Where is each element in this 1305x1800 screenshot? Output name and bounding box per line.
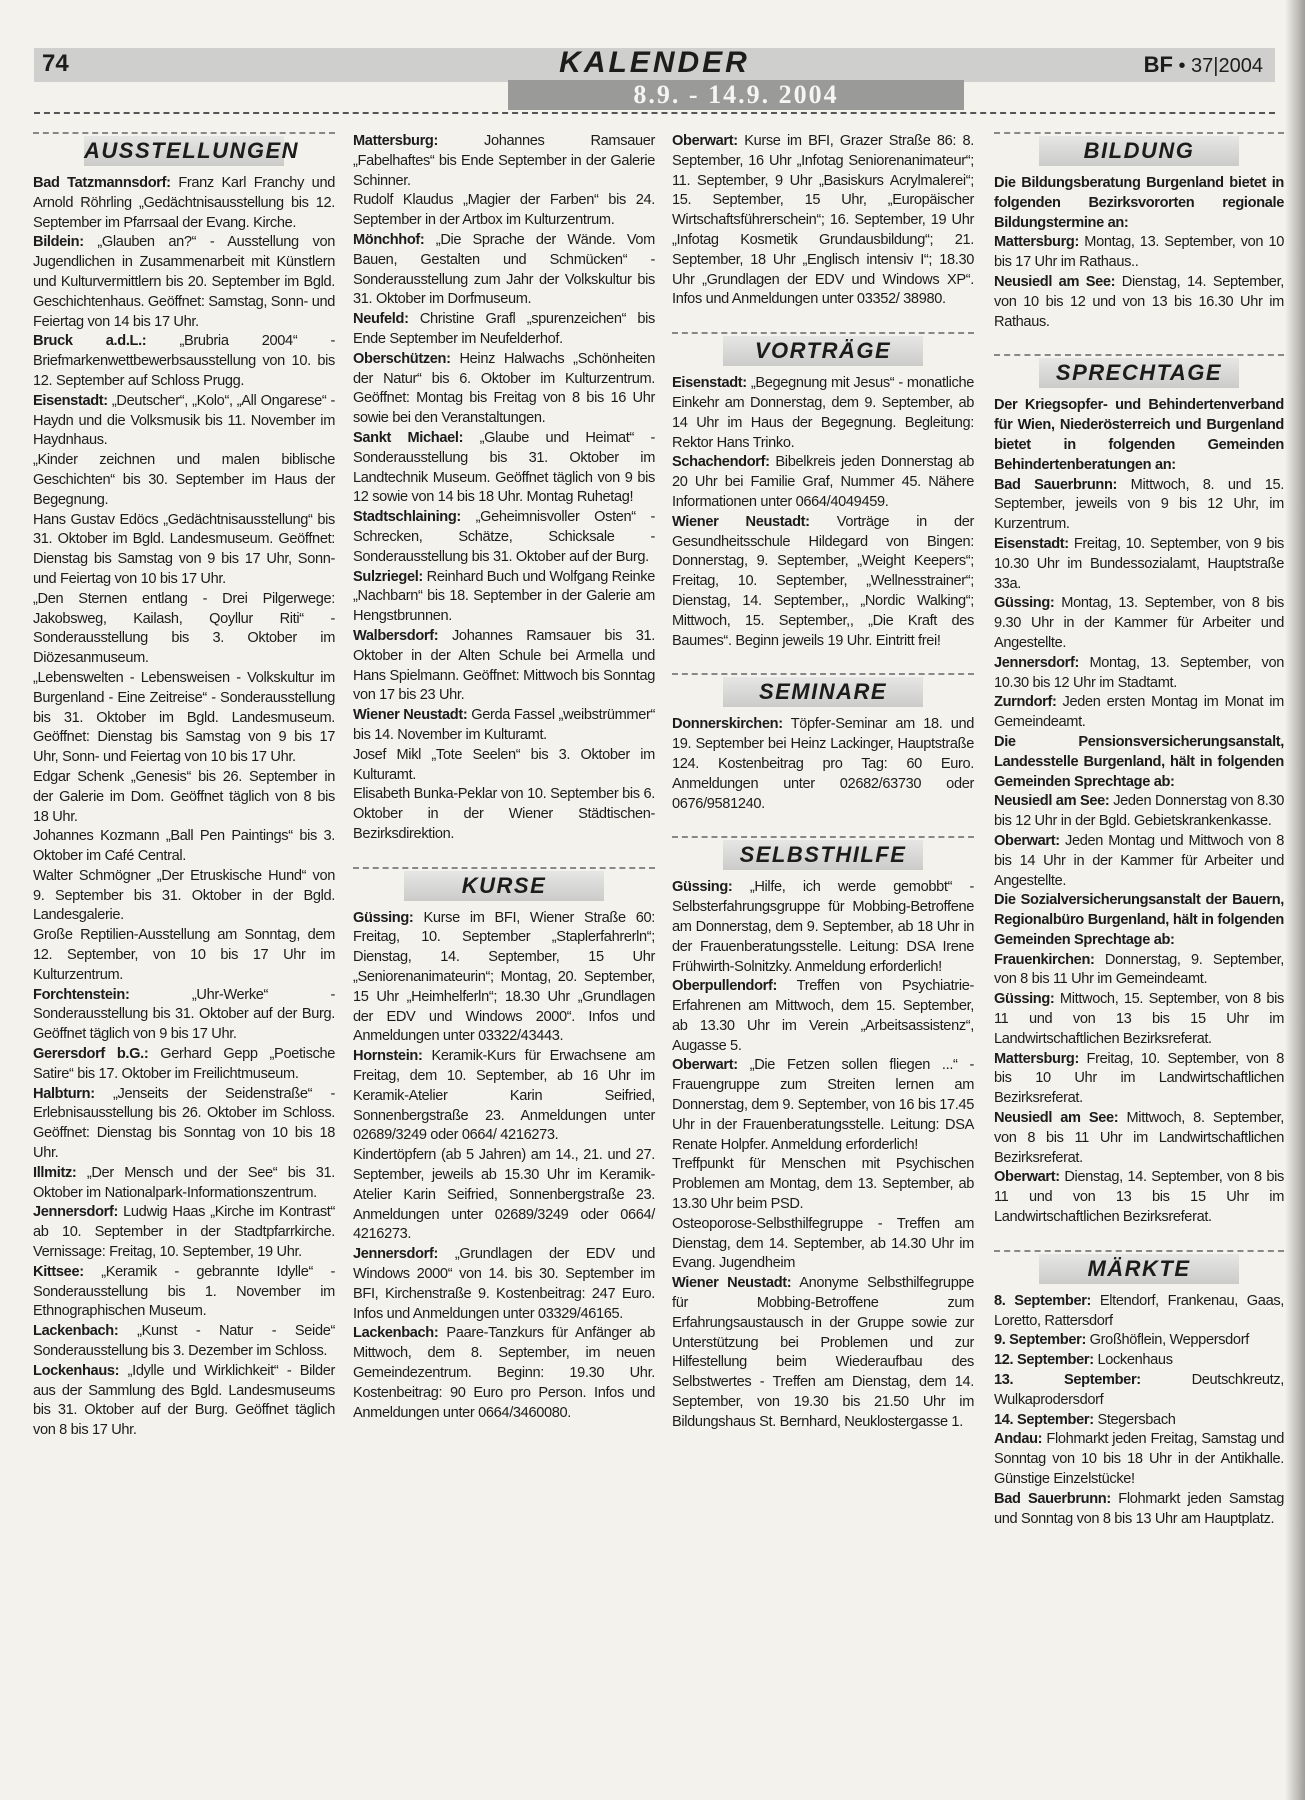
section-intro: Die Pensionsversicherungsanstalt, Landesstelle Burgenland, hält in folgenden Gemeinden Sprechtage ab: [994,733,1284,790]
entry-text: Ludwig Haas „Kirche im Kontrast“ ab 10. September in der Stadtpfarrkirche. Vernissage: Freitag, 10. September, 19 Uhr. [33,1204,335,1261]
section-intro: Die Sozialversicherungsanstalt der Bauern, Regionalbüro Burgenland, hält in folgenden Gemeinden Sprechtage ab: [994,892,1284,948]
column-3 [672,132,974,1433]
entry-text: „Glaube und Heimat“ - Sonderausstellung bis 31. Oktober im Landtechnik Museum. Geöffnet täglich von 9 bis 12 sowie von 14 bis 18 Uhr. Montag Ruhetag! [353,429,656,506]
entry-text: „Jenseits der Seidenstraße“ - Erlebnisausstellung bis 26. Oktober im Schloss. Geöffnet: Dienstag bis Sonntag von 10 bis 18 Uhr. [33,1085,335,1162]
entry-text: Flohmarkt jeden Freitag, Samstag und Sonntag von 10 bis 18 Uhr in der Antikhalle. Günstige Einzelstücke! [994,1431,1284,1488]
entry-list [994,951,1284,1228]
entry-location: Neusiedl am See: [994,793,1110,810]
calendar-entry [353,429,655,508]
calendar-entry [994,951,1284,991]
entry-location: Jennersdorf: [994,654,1080,671]
calendar-entry [672,453,974,512]
calendar-entry [33,1322,335,1362]
entry-location: Oberwart: [994,832,1060,849]
entry-text: Hans Gustav Edöcs „Gedächtnisausstellung“ bis 31. Oktober im Bgld. Landesmuseum. Geöffnet: Dienstag bis Samstag von 9 bis 17 Uhr, Sonn- und Feiertag von 10 bis 17 Uhr. [33,511,335,587]
entry-text: „Der Mensch und der See“ bis 31. Oktober im Nationalpark-Informationszentrum. [33,1164,335,1201]
calendar-entry [353,568,655,627]
entry-text: Walter Schmögner „Der Etruskische Hund“ von 9. September bis 31. Oktober in der Bgld. Landesgalerie. [33,867,335,924]
section-heading [33,132,335,170]
calendar-entry [33,986,335,1045]
entry-text: Osteoporose-Selbsthilfegruppe - Treffen am Dienstag, dem 14. September, ab 14.30 Uhr im Evang. Jugendheim [672,1215,974,1272]
entry-location: Kittsee: [33,1263,84,1280]
entry-list [994,792,1284,891]
page-number: 74 [42,50,69,77]
entry-text: Eltendorf, Frankenau, Gaas, Loretto, Rattersdorf [994,1292,1284,1329]
entry-text: Bibelkreis jeden Donnerstag ab 20 Uhr bei Familie Graf, Nummer 45. Nähere Informationen unter 0664/4049459. [672,454,974,510]
calendar-entry [672,513,974,652]
calendar-entry [33,827,335,867]
calendar-entry [672,1056,974,1155]
entry-list [353,132,655,845]
entry-text: Deutschkreutz, Wulkaprodersdorf [994,1372,1284,1408]
section-title-ausstellungen: AUSSTELLUNGEN [84,136,284,166]
entry-text: „Den Sternen entlang - Drei Pilgerwege: Jakobsweg, Kailash, Qoyllur Riti“ - Sonderausstellung bis 3. Oktober im Diözesanmuseum. [33,590,335,667]
entry-location: Wiener Neustadt: [672,1275,792,1292]
page-title: KALENDER [559,46,750,79]
entry-location: Zurndorf: [994,694,1057,711]
entry-text: Jeden Donnerstag von 8.30 bis 12 Uhr in der Bgld. Gebietskrankenkasse. [994,793,1284,830]
entry-location: Wiener Neustadt: [353,707,468,724]
calendar-entry [353,191,655,231]
calendar-entry [33,926,335,985]
entry-location: Oberschützen: [353,350,451,367]
entry-location: Sankt Michael: [353,429,464,446]
calendar-entry [33,768,335,827]
calendar-entry [33,451,335,510]
calendar-entry [353,785,655,844]
entry-text: „Kinder zeichnen und malen biblische Geschichten“ bis 30. September im Haus der Begegnung. [33,452,335,508]
entry-location: Neufeld: [353,311,409,328]
section-title-selbsthilfe: SELBSTHILFE [723,840,923,870]
entry-location: Mattersburg: [994,1050,1079,1067]
entry-list [994,1292,1284,1530]
entry-text: Kindertöpfern (ab 5 Jahren) am 14., 21. und 27. September, jeweils ab 15.30 Uhr im Keramik-Atelier Karin Seifried, Sonnenbergstraße 23. Anmeldungen unter 02689/3249 oder 0664/ 4216273. [353,1147,655,1243]
entry-location: Donnerskirchen: [672,716,783,733]
calendar-entry [994,1109,1284,1168]
calendar-entry [353,132,655,191]
entry-text: Johannes Ramsauer bis 31. Oktober in der Alten Schule bei Armella und Hans Spielmann. Geöffnet: Mittwoch bis Sonntag von 17 bis 23 Uhr. [353,627,655,704]
calendar-entry [33,590,335,669]
entry-location: Halbturn: [33,1085,95,1102]
calendar-entry [353,706,655,746]
entry-location: Wiener Neustadt: [672,513,810,530]
entry-text: „Die Sprache der Wände. Vom Bauen, Gestalten und Schmücken“ - Sonderausstellung zum Jahr der Volkskultur bis 31. Oktober im Dorfmuseum. [353,231,655,308]
calendar-entry [994,1292,1284,1332]
entry-location: Mönchhof: [353,231,425,248]
calendar-entry [33,867,335,926]
entry-list [994,476,1284,733]
entry-list [672,878,974,1432]
entry-text: „Geheimnisvoller Osten“ - Schrecken, Schätze, Schicksale - Sonderausstellung bis 31. Oktober auf der Burg. [353,509,655,565]
calendar-entry [33,392,335,451]
entry-text: „Uhr-Werke“ - Sonderausstellung bis 31. Oktober auf der Burg. Geöffnet täglich von 9 bis 17 Uhr. [33,986,335,1043]
entry-text: Große Reptilien-Ausstellung am Sonntag, dem 12. September, von 10 bis 17 Uhr im Kulturzentrum. [33,927,335,983]
entry-location: Walbersdorf: [353,627,439,644]
entry-text: „Idylle und Wirklichkeit“ - Bilder aus der Sammlung des Bgld. Landesmuseums bis 31. Oktober auf der Burg. Geöffnet täglich von 8 bis 17 Uhr. [33,1362,335,1439]
entry-location: 12. September: [994,1352,1094,1369]
calendar-entry [994,273,1284,332]
calendar-entry [672,132,974,310]
entry-text: Töpfer-Seminar am 18. und 19. September bei Heinz Lackinger, Hauptstraße 124. Kostenbeitrag pro Tag: 60 Euro. Anmeldungen unter 02682/63730 oder 0676/9581240. [672,716,974,812]
calendar-entry [33,1263,335,1322]
section-title-vortraege: VORTRÄGE [723,336,923,366]
entry-location: Eisenstadt: [672,375,747,392]
entry-list [994,233,1284,332]
calendar-entry [672,878,974,977]
entry-location: Eisenstadt: [33,392,108,409]
entry-text: Johannes Ramsauer „Fabelhaftes“ bis Ende September in der Galerie Schinner. [353,133,655,189]
entry-text: „Begegnung mit Jesus“ - monatliche Einkehr am Donnerstag, dem 9. September, ab 14 Uhr im Haus der Begegnung. Begleitung: Rektor Hans Trinko. [672,375,974,451]
calendar-entry [33,1164,335,1204]
entry-text: Dienstag, 14. September, von 10 bis 12 und von 13 bis 16.30 Uhr im Rathaus. [994,273,1284,330]
entry-text: Heinz Halwachs „Schönheiten der Natur“ bis 6. Oktober im Kulturzentrum. Geöffnet: Montag bis Freitag von 8 bis 16 Uhr sowie bei den Veranstaltungen. [353,350,655,427]
entry-location: Schachendorf: [672,454,770,471]
entry-text: Montag, 13. September, von 10 bis 17 Uhr im Rathaus.. [994,234,1284,271]
entry-text: „Lebenswelten - Lebensweisen - Volkskultur im Burgenland - Eine Zeitreise“ - Sonderausstellung bis 31. Oktober im Bgld. Landesmuseum. Geöffnet: Dienstag bis Samstag von 9 bis 17 Uhr, Sonn- und Feiertag von 10 bis 17 Uhr. [33,669,335,766]
entry-location: 9. September: [994,1332,1086,1349]
entry-location: Oberwart: [994,1169,1060,1186]
page-fold-shadow [1285,0,1305,1800]
entry-text: Anonyme Selbsthilfegruppe für Mobbing-Betroffene zum Erfahrungsaustausch in der Gruppe sowie zur Unterstützung bei Problemen und zur Hilfestellung beim Wiederaufbau des Selbstwertes - Treffen am Dienstag, dem 14. September, von 19.30 bis 21.50 Uhr im Bildungshaus St. Bernhard, Neuklostergasse 1. [672,1275,974,1430]
calendar-entry [994,1168,1284,1227]
calendar-entry [353,1324,655,1423]
entry-list [672,132,974,310]
entry-text: Freitag, 10. September, von 8 bis 10 Uhr im Landwirtschaftlichen Bezirksreferat. [994,1050,1284,1107]
entry-text: Kurse im BFI, Wiener Straße 60: Freitag, 10. September „Staplerfahrerln“; Dienstag, 14. September, 15 Uhr „Seniorenanimateurin“; Montag, 20. September, 15 Uhr „Heimhelferln“; 18.30 Uhr „Grundlagen der EDV und Windows 2000“. Infos und Anmeldungen unter 03322/43443. [353,909,655,1045]
section-title-seminare: SEMINARE [723,677,923,707]
entry-text: Reinhard Buch und Wolfgang Reinke „Nachbarn“ bis 18. September in der Galerie am Hengstbrunnen. [353,568,655,625]
section-title-sprechtage: SPRECHTAGE [1039,358,1239,388]
issue-label [1144,52,1263,78]
entry-text: „Die Fetzen sollen fliegen ...“ - Frauengruppe zum Streiten lernen am Donnerstag, dem 9. September, von 16 bis 17.45 Uhr in der Frauenberatungsstelle. Leitung: DSA Renate Holpfer. Anmeldung erforderlich! [672,1057,974,1153]
entry-text: Treffen von Psychiatrie-Erfahrenen am Mittwoch, dem 15. September, ab 13.30 Uhr im Verein „Arbeitsassistenz“, Augasse 5. [672,978,974,1054]
entry-text: Jeden ersten Montag im Monat im Gemeindeamt. [994,694,1284,731]
entry-location: Mattersburg: [994,234,1079,251]
calendar-entry [994,654,1284,694]
calendar-entry [353,350,655,429]
entry-location: Jennersdorf: [33,1204,119,1221]
calendar-entry [994,1050,1284,1109]
entry-text: Gerda Fassel „weibstrümmer“ bis 14. November im Kulturamt. [353,707,656,743]
entry-location: Forchtenstein: [33,986,130,1003]
calendar-entry [33,332,335,391]
entry-location: Güssing: [994,991,1055,1008]
entry-text: Treffpunkt für Menschen mit Psychischen Problemen am Montag, dem 13. September, ab 13.30 Uhr beim PSD. [672,1156,974,1213]
entry-text: „Hilfe, ich werde gemobbt“ - Selbsterfahrungsgruppe für Mobbing-Betroffene am Donnerstag, dem 9. September, ab 18 Uhr in der Frauenberatungsstelle. Leitung: DSA Irene Frühwirth-Solnitzky. Anmeldung erforderlich! [672,879,974,975]
entry-text: Montag, 13. September, von 8 bis 9.30 Uhr in der Kammer für Arbeiter und Angestellte. [994,595,1284,651]
date-range: 8.9. - 14.9. 2004 [508,80,964,110]
calendar-entry [994,1371,1284,1411]
calendar-entry [353,231,655,310]
column-1 [33,132,335,1441]
entry-text: Josef Mikl „Tote Seelen“ bis 3. Oktober im Kulturamt. [353,746,655,783]
calendar-entry [353,1047,655,1146]
calendar-entry [33,1045,335,1085]
entry-text: Edgar Schenk „Genesis“ bis 26. September in der Galerie im Dom. Geöffnet täglich von 8 bis 18 Uhr. [33,768,335,825]
entry-text: „Glauben an?“ - Ausstellung von Jugendlichen in Zusammenarbeit mit Künstlern und Kulturvermittlern bis 20. September im Bgld. Geschichtenhaus. Geöffnet: Samstag, Sonn- und Feiertag von 14 bis 17 Uhr. [33,234,335,330]
entry-location: 8. September: [994,1292,1092,1309]
calendar-entry [994,594,1284,653]
calendar-entry [353,1146,655,1245]
section-title-bildung: BILDUNG [1039,136,1239,166]
calendar-entry [353,310,655,350]
entry-text: Christine Grafl „spurenzeichen“ bis Ende September im Neufelderhof. [353,311,655,347]
entry-list [353,909,655,1424]
calendar-entry [994,1351,1284,1371]
entry-location: Bad Sauerbrunn: [994,476,1118,493]
calendar-entry [33,669,335,768]
entry-location: Eisenstadt: [994,535,1069,552]
entry-text: Elisabeth Bunka-Peklar von 10. September bis 6. Oktober in der Wiener Städtischen-Bezirksdirektion. [353,786,655,842]
entry-text: Mittwoch, 8. September, von 8 bis 11 Uhr im Landwirtschaftlichen Bezirksreferat. [994,1110,1285,1166]
entry-text: Keramik-Kurs für Erwachsene am Freitag, dem 10. September, ab 16 Uhr im Keramik-Atelier Karin Seifried, Sonnenbergstraße 23. Anmeldungen unter 02689/3249 oder 0664/ 4216273. [353,1048,655,1144]
entry-text: Dienstag, 14. September, von 8 bis 11 und von 13 bis 15 Uhr im Landwirtschaftlichen Bezirksreferat. [994,1169,1284,1226]
entry-text: Franz Karl Franchy und Arnold Röhrling „Gedächtnisausstellung bis 12. September im Pfarrsaal der Evang. Kirche. [33,175,335,231]
calendar-entry [33,174,335,233]
entry-text: Kurse im BFI, Grazer Straße 86: 8. September, 16 Uhr „Infotag Seniorenanimateur“; 11. September, 9 Uhr „Basiskurs Acrylmalerei“; 15. September, 15 Uhr, „Europäischer Wirtschaftsführerschein“; 16. September, 19 Uhr „Infotag Kosmetik Grundausbildung“; 21. September, 18 Uhr „Englisch intensiv I“; 18.30 Uhr „Grundlagen der EDV und Windows XP“. Infos und Anmeldungen unter 03352/ 38980. [672,133,974,308]
header-divider [34,112,1275,114]
section-intro: Der Kriegsopfer- und Behindertenverband für Wien, Niederösterreich und Burgenland bietet in folgenden Gemeinden Behindertenberatungen an: [994,397,1284,473]
issue-number: • 37|2004 [1178,55,1263,77]
calendar-entry [994,1331,1284,1351]
entry-location: Bruck a.d.L.: [33,333,147,350]
entry-location: Mattersburg: [353,133,438,149]
entry-text: Flohmarkt jeden Samstag und Sonntag von 8 bis 13 Uhr am Hauptplatz. [994,1490,1285,1527]
section-intro: Die Bildungsberatung Burgenland bietet in folgenden Bezirksvororten regionale Bildungstermine an: [994,175,1284,231]
entry-location: Andau: [994,1431,1043,1448]
entry-text: Freitag, 10. September, von 9 bis 10.30 Uhr im Bundessozialamt, Hauptstraße 33a. [994,535,1284,592]
entry-location: Güssing: [353,909,414,926]
page-header [34,48,1275,82]
calendar-entry [353,627,655,706]
entry-location: 13. September: [994,1372,1141,1389]
calendar-entry [33,1085,335,1164]
entry-text: Lockenhaus [1093,1352,1173,1369]
entry-text: „Brubria 2004“ - Briefmarkenwettbewerbsausstellung von 10. bis 12. September auf Schloss Prugg. [33,333,335,389]
entry-list [672,374,974,651]
entry-location: Jennersdorf: [353,1246,439,1263]
calendar-entry [994,233,1284,273]
entry-location: Gerersdorf b.G.: [33,1046,149,1063]
entry-location: Oberwart: [672,1057,738,1074]
calendar-entry [994,1430,1284,1489]
entry-location: Güssing: [672,879,733,896]
entry-text: Rudolf Klaudus „Magier der Farben“ bis 24. September in der Artbox im Kulturzentrum. [353,192,655,229]
entry-list [672,715,974,814]
entry-text: Johannes Kozmann „Ball Pen Paintings“ bis 3. Oktober im Café Central. [33,828,335,865]
entry-text: „Keramik - gebrannte Idylle“ - Sonderausstellung bis 1. November im Ethnographischen Museum. [33,1263,335,1320]
calendar-entry [353,746,655,786]
calendar-entry [672,1274,974,1432]
entry-text: Montag, 13. September, von 10.30 bis 12 Uhr im Stadtamt. [994,654,1284,691]
entry-location: Illmitz: [33,1164,77,1181]
calendar-entry [672,977,974,1056]
section-heading [994,132,1284,170]
entry-location: Hornstein: [353,1048,423,1065]
calendar-entry [672,715,974,814]
calendar-entry [672,1155,974,1214]
entry-text: Mittwoch, 8. und 15. September, jeweils von 9 bis 12 Uhr, im Kurzentrum. [994,476,1284,533]
magazine-name: BF [1143,52,1173,77]
entry-text: Gerhard Gepp „Poetische Satire“ bis 17. Oktober im Freilichtmuseum. [33,1046,336,1082]
entry-location: Lackenbach: [33,1323,119,1340]
calendar-entry [33,1362,335,1441]
calendar-entry [994,832,1284,891]
entry-list [33,174,335,1441]
entry-text: Jeden Montag und Mittwoch von 8 bis 14 Uhr in der Kammer für Arbeiter und Angestellte. [994,832,1284,889]
calendar-entry [353,1245,655,1324]
entry-location: 14. September: [994,1411,1094,1428]
entry-location: Oberpullendorf: [672,978,778,995]
entry-text: „Kunst - Natur - Seide“ Sonderausstellung bis 3. Dezember im Schloss. [33,1323,335,1360]
entry-text: Vorträge in der Gesundheitsschule Hildegard von Bingen: Donnerstag, 9. September, „Weight Keepers“; Freitag, 10. September, „Wellnesstrainer“; Dienstag, 14. September,, „Nordic Walking“; Mittwoch, 15. September,, „Die Kraft des Baumes“. Beginn jeweils 19 Uhr. Eintritt frei! [672,513,975,649]
entry-text: Mittwoch, 15. September, von 8 bis 11 und von 13 bis 15 Uhr im Landwirtschaftlichen Bezirksreferat. [994,991,1284,1047]
calendar-entry [994,990,1284,1049]
calendar-entry [33,233,335,332]
calendar-entry [994,1411,1284,1431]
section-title-maerkte: MÄRKTE [1039,1254,1239,1284]
calendar-entry [994,1490,1284,1530]
section-heading [672,673,974,711]
section-heading [994,1250,1284,1288]
calendar-entry [672,1215,974,1274]
entry-location: Sulzriegel: [353,568,423,585]
entry-location: Frauenkirchen: [994,951,1095,968]
calendar-entry [672,374,974,453]
section-heading [994,354,1284,392]
calendar-entry [994,535,1284,594]
entry-location: Oberwart: [672,133,738,149]
entry-text: Donnerstag, 9. September, von 8 bis 11 Uhr im Gemeindeamt. [994,951,1284,988]
entry-text: „Grundlagen der EDV und Windows 2000“ von 14. bis 30. September im BFI, Kirchenstraße 9. Kostenbeitrag: 247 Euro. Infos und Anmeldungen unter 03329/46165. [353,1246,655,1322]
entry-location: Lackenbach: [353,1325,439,1342]
section-heading [672,836,974,874]
section-heading [353,867,655,905]
column-4 [994,132,1284,1529]
column-2 [353,132,655,1423]
section-heading [672,332,974,370]
entry-location: Stadtschlaining: [353,509,461,526]
entry-location: Neusiedl am See: [994,1110,1119,1127]
entry-location: Bad Tatzmannsdorf: [33,175,171,191]
calendar-entry [994,792,1284,832]
calendar-entry [353,909,655,1048]
entry-location: Bildein: [33,234,84,251]
calendar-entry [994,476,1284,535]
entry-location: Neusiedl am See: [994,273,1116,290]
entry-location: Lockenhaus: [33,1362,120,1379]
entry-text: Großhöflein, Weppersdorf [1085,1332,1249,1349]
calendar-entry [353,508,655,567]
entry-text: Paare-Tanzkurs für Anfänger ab Mittwoch, dem 8. September, im neuen Gemeindezentrum. Beginn: 19.30 Uhr. Kostenbeitrag: 90 Euro pro Person. Infos und Anmeldungen unter 0664/3460080. [353,1325,655,1421]
entry-location: Güssing: [994,595,1055,612]
calendar-entry [994,693,1284,733]
calendar-entry [33,1203,335,1262]
entry-location: Bad Sauerbrunn: [994,1490,1111,1507]
calendar-entry [33,511,335,590]
section-title-kurse: KURSE [404,871,604,901]
entry-text: „Deutscher“, „Kolo“, „All Ongarese“ - Haydn und die Volksmusik bis 11. November im Haydnhaus. [33,392,335,449]
entry-text: Stegersbach [1093,1411,1176,1428]
